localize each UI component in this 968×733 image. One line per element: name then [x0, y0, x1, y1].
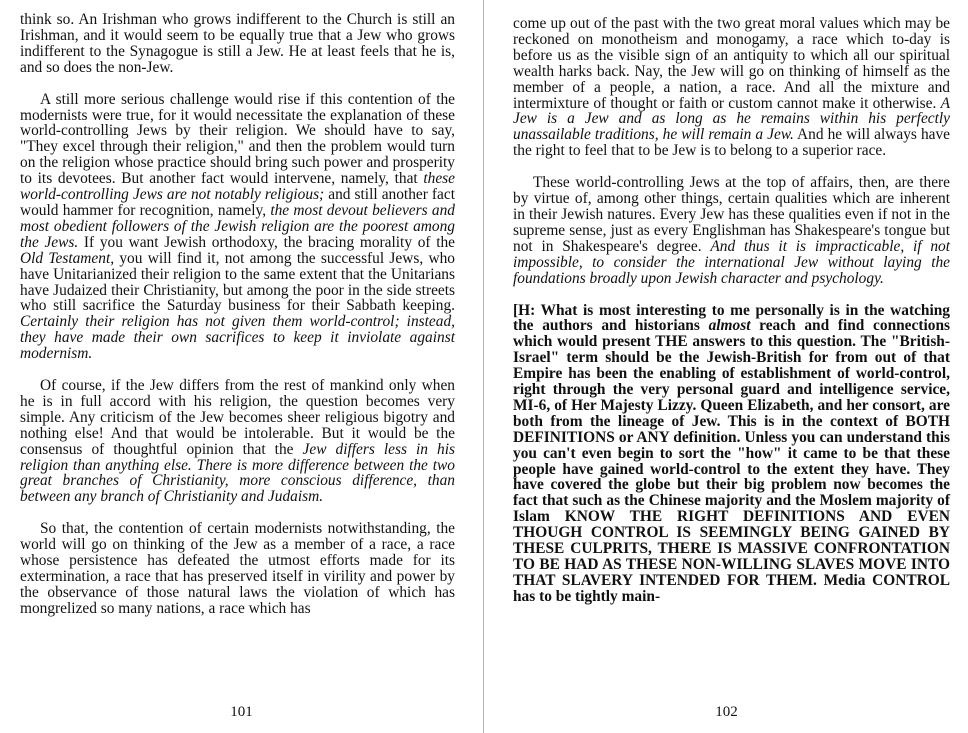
- right-p3-text-a: [H: What is most interesting to me personally is in the watching the authors and historians: [513, 301, 950, 335]
- left-p4-text: So that, the contention of certain modernists notwithstanding, the world will go on thinking of the Jew as a member of a race, a race whose persistence has defeated the utmost efforts made for its extermination, a race that has preserved itself in virility and power by the observance of those natural laws the violation of which has mongrelized so many nations, a race which has: [20, 520, 455, 617]
- right-p2-text-a: These world-controlling Jews at the top of affairs, then, are there by virtue of, among other things, certain qualities which are inherent in their Jewish natures. Every Jew has these qualities even if not in the supreme sense, just as every Englishman has Shakespeare's tongue but not in Shakespeare's degree.: [513, 174, 950, 255]
- right-paragraph-2: [513, 175, 950, 286]
- left-paragraph-1: [20, 12, 455, 76]
- left-p2-text-g: you will find it, not among the successful Jews, who have Unitarianized their religion to the same extent that the Unitarians have Judaized their Christianity, but among the poor in the side streets who still sacrifice the Saturday business for their Sabbath keeping.: [20, 249, 455, 315]
- left-p2-italic-h: Certainly their religion has not given them world-control; instead, they have made their own sacrifices to keep it inviolate against modernism.: [20, 313, 455, 363]
- left-paragraph-2: [20, 92, 455, 362]
- right-p2-italic-b: And thus it is impracticable, if not impossible, to consider the international Jew without laying the foundations broadly upon Jewish character and psychology.: [513, 237, 950, 287]
- left-page-number: 101: [230, 704, 253, 720]
- left-p2-text-c: and still another fact would hammer for recognition, namely,: [20, 186, 455, 219]
- right-p1-text-c: And he will always have the right to feel that to be Jew is to belong to a superior race.: [513, 126, 951, 160]
- right-p3-text-c: reach and find connections which would present THE answers to this question. The "British-Israel" term should be the Jewish-British for from out of that Empire has been the enabling of establishment of world-control, right through the very personal guard and intelligence service, MI-6, of Her Majesty Lizzy. Queen Elizabeth, and her consort, are both from the lineage of Jew. This is in the context of BOTH DEFINITIONS or ANY definition. Unless you can understand this you can't even begin to sort the "how" it came to be that these people have gained world-control to the extent they have. They have covered the globe but their big problem now becomes the fact that such as the Chinese majority and the Moslem majority of Islam KNOW THE RIGHT DEFINITIONS AND EVEN THOUGH CONTROL IS SEEMINGLY BEING GAINED BY THESE CULPRITS, THERE IS MASSIVE CONFRONTATION TO BE HAD AS THESE NON-WILLING SLAVES MOVE INTO THAT SLAVERY INTENDED FOR THEM. Media CONTROL has to be tightly main-: [513, 317, 950, 605]
- right-page: [485, 0, 968, 733]
- left-p2-italic-f: Old Testament,: [20, 249, 115, 267]
- left-p2-text-e: If you want Jewish orthodoxy, the bracing morality of the: [78, 233, 455, 251]
- right-paragraph-3-bold: [513, 303, 950, 605]
- left-page: [0, 0, 483, 733]
- left-p2-italic-b: these world-controlling Jews are not notably religious;: [20, 170, 455, 204]
- left-paragraph-4: [20, 521, 455, 616]
- book-gutter: [483, 0, 484, 733]
- left-p2-text-a: A still more serious challenge would rise if this contention of the modernists were true, for it would necessitate the explanation of these world-controlling Jews by their religion. We should have to say, "They excel through their religion," and then the problem would turn on the religion whose practice should bring such power and prosperity to its devotees. But another fact would intervene, namely, that: [20, 90, 455, 188]
- right-paragraph-1: [513, 16, 950, 159]
- right-page-number: 102: [715, 704, 738, 720]
- left-p1-text: think so. An Irishman who grows indifferent to the Church is still an Irishman, and it would seem to be equally true that a Jew who grows indifferent to the Synagogue is still a Jew. He at least feels that he is, and so does the non-Jew.: [20, 11, 455, 76]
- right-p1-text-a: come up out of the past with the two great moral values which may be reckoned on monotheism and monogamy, a race which to-day is before us as the visible sign of an antiquity to which all our spiritual wealth harks back. Nay, the Jew will go on thinking of himself as the member of a people, a nation, a race. And all the mixture and intermixture of thought or faith or custom cannot make it otherwise.: [513, 15, 950, 112]
- left-paragraph-3: [20, 378, 455, 505]
- right-p3-italic-b: almost: [708, 317, 751, 335]
- right-p1-italic-b: A Jew is a Jew and as long as he remains within his perfectly unassailable traditions, he will remain a Jew.: [513, 94, 950, 144]
- left-p3-text-a: Of course, if the Jew differs from the rest of mankind only when he is in full accord with his religion, the question becomes very simple. Any criticism of the Jew becomes sheer religious bigotry and nothing else! And that would be intolerable. But it would be the consensus of thoughtful opinion that the: [20, 377, 455, 458]
- left-p3-italic-b: Jew differs less in his religion than anything else. There is more difference between the two great branches of Christianity, more conscious difference, than between any branch of Christianity and Judaism.: [20, 440, 456, 506]
- left-p2-italic-d: the most devout believers and most obedient followers of the Jewish religion are the poorest among the Jews.: [20, 201, 455, 251]
